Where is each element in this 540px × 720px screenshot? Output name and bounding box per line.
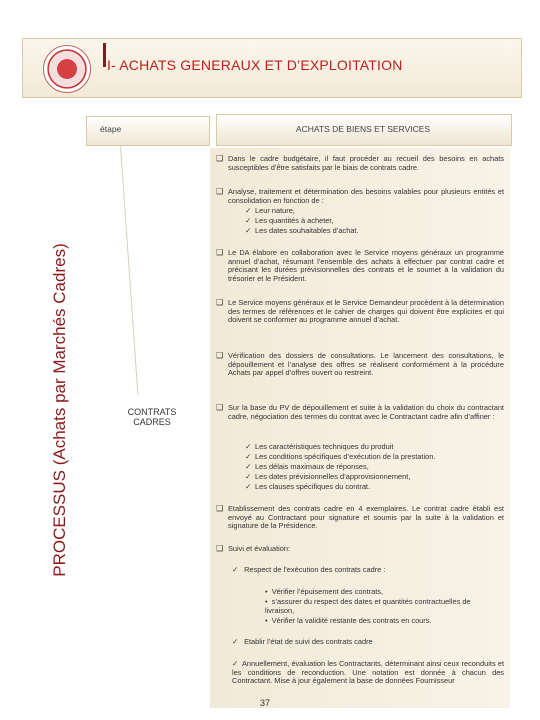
checkmark-icon: ✓ [245,216,252,225]
step-item: ❑ Dans le cadre budgétaire, il faut procéder au recueil des besoins en achats susceptibles d’être satisfaits par le biais de contrats cadre. [216,154,504,172]
checkmark-icon: ✓ [245,462,252,471]
checkbox-bullet-icon: ❑ [216,504,224,513]
step-item: ❑ Etablissement des contrats cadre en 4 exemplaires. Le contrat cadre établi est envoyé au Contractant pour signature et soumis par la suite à la validation et signature de la Présidence. [216,504,504,531]
list-item: ✓ Les dates souhaitables d’achat. [245,226,359,235]
checkbox-bullet-icon: ❑ [216,403,224,412]
list-item: ✓ Les caractéristiques techniques du produit [245,442,394,451]
checkmark-icon: ✓ [245,442,252,451]
checkbox-bullet-icon: ❑ [216,351,224,360]
vertical-process-title: PROCESSUS (Achats par Marchés Cadres) [50,243,69,577]
list-item: ✓ Les quantités à acheter, [245,216,334,225]
list-item: ✓ Les conditions spécifiques d’exécution de la prestation. [245,452,436,461]
list-item: ✓ Les dates prévisionnelles d’approvisionnement, [245,472,411,481]
etape-label: étape [100,124,122,134]
list-item: • Vérifier l’épuisement des contrats, [265,587,384,596]
step-item: ❑ Analyse, traitement et détermination des besoins valables pour plusieurs entités et consolidation en fonction de : [216,187,504,205]
header-banner [22,38,522,98]
phase-label: CONTRATS CADRES [127,407,177,427]
checkbox-bullet-icon: ❑ [216,544,224,553]
list-item: ✓ Respect de l’exécution des contrats cadre : [232,565,386,574]
list-item: ✓ Les clauses spécifiques du contrat. [245,482,371,491]
checkmark-icon: ✓ [245,482,252,491]
checkbox-bullet-icon: ❑ [216,154,224,163]
checkbox-bullet-icon: ❑ [216,298,224,307]
divider-line [120,146,138,395]
header-accent-bar [103,43,106,67]
list-item: ✓ Annuellement, évaluation les Contractants, déterminant ainsi ceux reconduits et les conditions de reconduction. Une notation est donnée à chacun des Contractant. Mise à jour également la base de données Fournisseur [232,659,504,686]
step-item: ❑ Sur la base du PV de dépouillement et suite à la validation du choix du contractant cadre, négociation des termes du contrat avec le Contractant cadre afin d’affiner : [216,403,504,421]
checkbox-bullet-icon: ❑ [216,248,224,257]
checkmark-icon: ✓ [245,206,252,215]
checkmark-icon: ✓ [245,472,252,481]
list-item: ✓ Etablir l’état de suivi des contrats cadre [232,637,373,646]
list-item: • s’assurer du respect des dates et quantités contractuelles de livraison, [265,597,471,615]
checkmark-icon: ✓ [232,565,239,574]
list-item: ✓ Leur nature, [245,206,295,215]
page-number: 37 [260,698,271,708]
section-heading: ACHATS DE BIENS ET SERVICES [295,124,431,134]
step-item: ❑ Vérification des dossiers de consultations. Le lancement des consultations, le dépouillement et l’analyse des offres se réalisent conformément à la procédure Achats par appel d’offres ouvert ou restreint. [216,351,504,378]
page-title: I- ACHATS GENERAUX ET D’EXPLOITATION [107,57,403,73]
organization-logo [43,45,91,93]
step-item: ❑ Suivi et évaluation: [216,544,291,553]
step-item: ❑ Le DA élabore en collaboration avec le Service moyens généraux un programme annuel d’achat, résumant l’ensemble des achats à effectuer par contrat cadre et précisant les durées prévisionnelles des contrats et le soumet à la validation du trésorier et le Président. [216,248,504,284]
list-item: ✓ Les délais maximaux de réponses, [245,462,369,471]
checkmark-icon: ✓ [245,452,252,461]
checkmark-icon: ✓ [232,637,239,646]
checkbox-bullet-icon: ❑ [216,187,224,196]
step-item: ❑ Le Service moyens généraux et le Service Demandeur procèdent à la détermination des termes de références et le cahier de charges qui doivent être explicites et qui doivent se conformer au programme annuel d’achat. [216,298,504,325]
checkmark-icon: ✓ [245,226,252,235]
checkmark-icon: ✓ [232,659,239,668]
list-item: • Vérifier la validité restante des contrats en cours. [265,616,432,625]
vertical-title-area [40,155,80,665]
